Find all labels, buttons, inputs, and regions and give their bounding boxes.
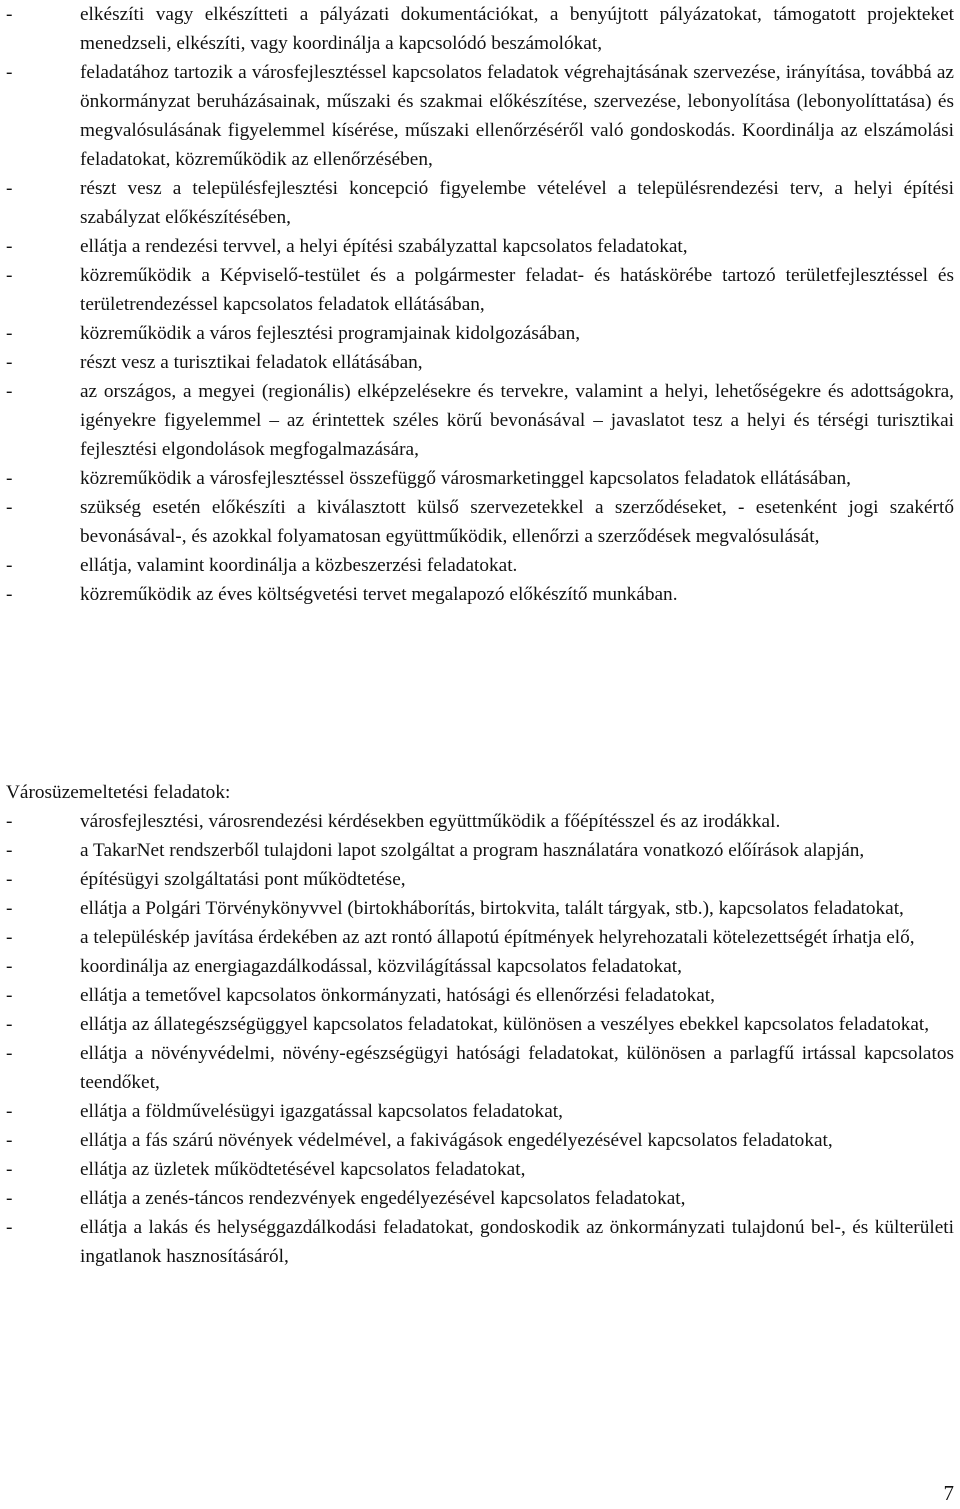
list-item-text: a TakarNet rendszerből tulajdoni lapot szolgáltat a program használatára vonatkozó előírások alapján, [80, 840, 865, 861]
list-item-text: közreműködik a Képviselő-testület és a polgármester feladat- és hatáskörébe tartozó területfejlesztéssel és területrendezéssel kapcsolatos feladatok ellátásában, [80, 265, 954, 315]
list-item [0, 952, 960, 981]
list-item-text: közreműködik a városfejlesztéssel összefüggő városmarketinggel kapcsolatos feladatok ellátásában, [80, 468, 851, 489]
list-item [0, 807, 960, 836]
bullet-dash: - [6, 62, 13, 83]
list-item [0, 1126, 960, 1155]
list-item [0, 319, 960, 348]
list-item-text: elkészíti vagy elkészítteti a pályázati dokumentációkat, a benyújtott pályázatokat, támogatott projekteket menedzseli, elkészíti, vagy koordinálja a kapcsolódó beszámolókat, [80, 4, 954, 54]
list-item-text: ellátja a Polgári Törvénykönyvvel (birtokháborítás, birtokvita, talált tárgyak, stb.), kapcsolatos feladatokat, [80, 898, 904, 919]
list-item [0, 580, 960, 609]
list-item-text: részt vesz a turisztikai feladatok ellátásában, [80, 352, 423, 373]
list-item-text: koordinálja az energiagazdálkodással, közvilágítással kapcsolatos feladatokat, [80, 956, 682, 977]
list-item-text: szükség esetén előkészíti a kiválasztott külső szervezetekkel a szerződéseket, - esetenként jogi szakértő bevonásával-, és azokkal folyamatosan együttműködik, ellenőrzi a szerződések megvalósulását, [80, 497, 954, 547]
list-item-text: ellátja a lakás és helységgazdálkodási feladatokat, gondoskodik az önkormányzati tulajdonú bel-, és külterületi ingatlanok hasznosításáról, [80, 1217, 954, 1267]
list-item-text: ellátja a földművelésügyi igazgatással kapcsolatos feladatokat, [80, 1101, 563, 1122]
bullet-dash: - [6, 468, 13, 489]
list-item [0, 836, 960, 865]
list-item [0, 1184, 960, 1213]
list-item-text: ellátja a rendezési tervvel, a helyi építési szabályzattal kapcsolatos feladatokat, [80, 236, 688, 257]
list-item [0, 174, 960, 232]
bullet-dash: - [6, 1043, 13, 1064]
list-item-text: építésügyi szolgáltatási pont működtetése, [80, 869, 406, 890]
page-number: 7 [943, 1481, 954, 1505]
list-item [0, 232, 960, 261]
list-item [0, 464, 960, 493]
list-item [0, 1010, 960, 1039]
bullet-dash: - [6, 985, 13, 1006]
bullet-dash: - [6, 352, 13, 373]
list-item-text: ellátja a növényvédelmi, növény-egészségügyi hatósági feladatokat, különösen a parlagfű irtással kapcsolatos teendőket, [80, 1043, 954, 1093]
bullet-dash: - [6, 956, 13, 977]
bullet-dash: - [6, 1188, 13, 1209]
list-item [0, 0, 960, 58]
list-item-text: az országos, a megyei (regionális) elképzelésekre és tervekre, valamint a helyi, lehetőségekre és adottságokra, igényekre figyelemmel – az érintettek széles körű bevonásával – javaslatot tesz a helyi és térségi turisztikai fejlesztési elgondolások megfogalmazására, [80, 381, 954, 460]
bullet-dash: - [6, 927, 13, 948]
bullet-dash: - [6, 584, 13, 605]
bullet-dash: - [6, 869, 13, 890]
list-item [0, 551, 960, 580]
list-item-text: közreműködik az éves költségvetési tervet megalapozó előkészítő munkában. [80, 584, 678, 605]
bullet-dash: - [6, 178, 13, 199]
list-item [0, 261, 960, 319]
list-item-text: feladatához tartozik a városfejlesztéssel kapcsolatos feladatok végrehajtásának szervezése, irányítása, továbbá az önkormányzat beruházásainak, műszaki és szakmai előkészítése, szervezése, lebonyolítása (lebonyolíttatása) és megvalósulásának figyelemmel kísérése, műszaki ellenőrzéséről való gondoskodás. Koordinálja az elszámolási feladatokat, közreműködik az ellenőrzésében, [80, 62, 954, 170]
list-item [0, 981, 960, 1010]
bullet-dash: - [6, 497, 13, 518]
bullet-dash: - [6, 1217, 13, 1238]
section-title: Városüzemeltetési feladatok: [6, 782, 231, 803]
bullet-dash: - [6, 323, 13, 344]
list-item-text: ellátja, valamint koordinálja a közbeszerzési feladatokat. [80, 555, 518, 576]
list-item [0, 865, 960, 894]
bullet-dash: - [6, 4, 13, 25]
bullet-dash: - [6, 1014, 13, 1035]
list-item-text: ellátja a temetővel kapcsolatos önkormányzati, hatósági és ellenőrzési feladatokat, [80, 985, 715, 1006]
list-item-text: városfejlesztési, városrendezési kérdésekben együttműködik a főépítésszel és az irodákkal. [80, 811, 781, 832]
list-item [0, 58, 960, 174]
list-item-text: a településkép javítása érdekében az azt rontó állapotú építmények helyrehozatali kötelezettségét írhatja elő, [80, 927, 915, 948]
list-item [0, 1039, 960, 1097]
list-item [0, 348, 960, 377]
bullet-dash: - [6, 1130, 13, 1151]
bullet-dash: - [6, 840, 13, 861]
list-item-text: ellátja az állategészségüggyel kapcsolatos feladatokat, különösen a veszélyes ebekkel kapcsolatos feladatokat, [80, 1014, 930, 1035]
bullet-dash: - [6, 555, 13, 576]
bullet-dash: - [6, 381, 13, 402]
bullet-dash: - [6, 265, 13, 286]
list-item [0, 923, 960, 952]
task-list-urban-development [0, 0, 960, 609]
list-item-text: ellátja az üzletek működtetésével kapcsolatos feladatokat, [80, 1159, 526, 1180]
list-item-text: részt vesz a településfejlesztési koncepció figyelembe vételével a településrendezési terv, a helyi építési szabályzat előkészítésében, [80, 178, 954, 228]
list-item-text: ellátja a fás szárú növények védelmével, a fakivágások engedélyezésével kapcsolatos feladatokat, [80, 1130, 833, 1151]
bullet-dash: - [6, 1159, 13, 1180]
list-item [0, 377, 960, 464]
list-item-text: közreműködik a város fejlesztési programjainak kidolgozásában, [80, 323, 581, 344]
list-item [0, 1213, 960, 1271]
bullet-dash: - [6, 236, 13, 257]
bullet-dash: - [6, 898, 13, 919]
task-list-city-operations [0, 807, 960, 1271]
list-item [0, 894, 960, 923]
list-item [0, 1155, 960, 1184]
bullet-dash: - [6, 1101, 13, 1122]
bullet-dash: - [6, 811, 13, 832]
list-item [0, 493, 960, 551]
list-item-text: ellátja a zenés-táncos rendezvények engedélyezésével kapcsolatos feladatokat, [80, 1188, 686, 1209]
list-item [0, 1097, 960, 1126]
